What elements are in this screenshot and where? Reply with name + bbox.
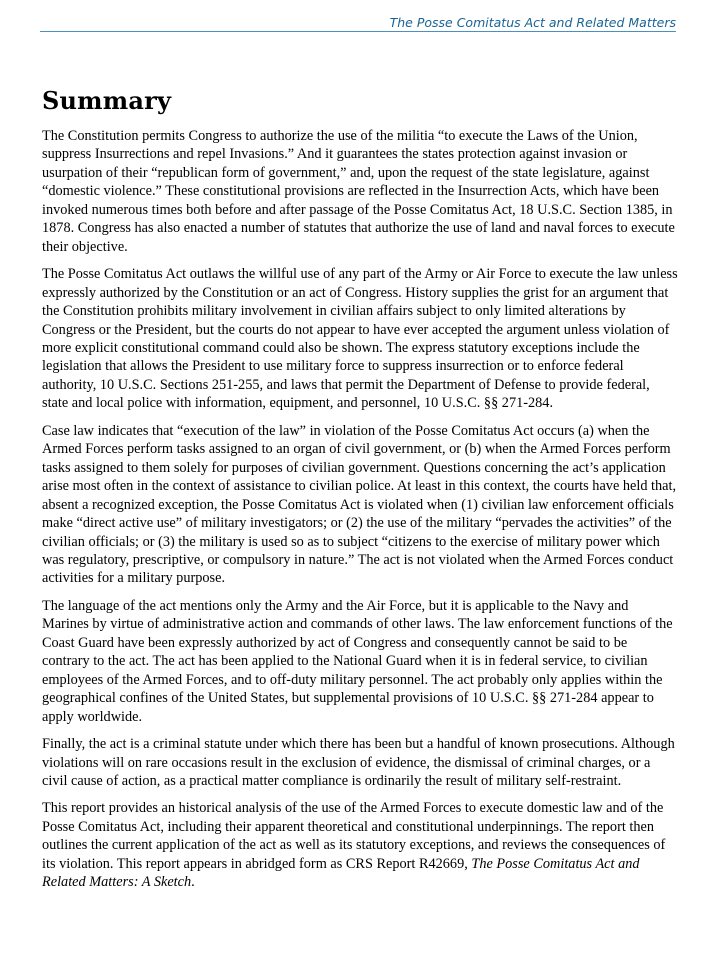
paragraph-4: The language of the act mentions only the Army and the Air Force, but it is applicable to the Navy and Marines by virtue of administrative action and commands of other laws. The law enforcement functions of the Coast Guard have been expressly authorized by act of Congress and consequently cannot be said to be contrary to the act. The act has been applied to the National Guard when it is in federal service, to civilian employees of the Armed Forces, and to off-duty military personnel. The act probably only applies within the geographical confines of the United States, but supplemental provisions of 10 U.S.C. §§ 271-284 appear to apply worldwide. [42,597,673,725]
running-header: The Posse Comitatus Act and Related Matters [389,15,676,30]
paragraph-2: The Posse Comitatus Act outlaws the willful use of any part of the Army or Air Force to execute the law unless expressly authorized by the Constitution or an act of Congress. History supplies the grist for an argument that the Constitution prohibits military involvement in civilian affairs subject to only limited alterations by Congress or the President, but the courts do not appear to have ever accepted the argument unless violation of more explicit constitutional command could also be shown. The express statutory exceptions include the legislation that allows the President to use military force to suppress insurrection or to enforce federal authority, 10 U.S.C. Sections 251-255, and laws that permit the Department of Defense to provide federal, state and local police with information, equipment, and personnel, 10 U.S.C. §§ 271-284. [42,266,678,412]
paragraph-3: Case law indicates that “execution of the law” in violation of the Posse Comitatus Act occurs (a) when the Armed Forces perform tasks assigned to an organ of civil government, or (b) when the Armed Forces perform tasks assigned to them solely for purposes of civilian government. Questions concerning the act’s application arise most often in the context of assistance to civilian police. At least in this context, the courts have held that, absent a recognized exception, the Posse Comitatus Act is violated when (1) civilian law enforcement officials make “direct active use” of military investigators; or (2) the use of the military “pervades the activities” of the civilian officials; or (3) the military is used so as to subject “citizens to the exercise of military power which was regulatory, prescriptive, or compulsory in nature.” The act is not violated when the Armed Forces conduct activities for a military purpose. [42,422,677,587]
header-divider [40,31,676,32]
paragraph-6 [42,799,678,891]
paragraph-6-end: . [191,874,195,891]
paragraph-6-text: This report provides an historical analysis of the use of the Armed Forces to execute domestic law and of the Posse Comitatus Act, including their apparent theoretical and constitutional underpinnings. The report then outlines the current application of the act as well as its statutory exceptions, and reviews the consequences of its violation. This report appears in abridged form as CRS Report R42669, [42,800,666,872]
cited-report-title: The Posse Comitatus Act and Related Matters: A Sketch [42,855,640,891]
paragraph-5: Finally, the act is a criminal statute under which there has been but a handful of known prosecutions. Although violations will on rare occasions result in the exclusion of evidence, the dismissal of criminal charges, or a civil cause of action, as a practical matter compliance is ordinarily the result of military self-restraint. [42,736,675,789]
summary-body [42,127,678,901]
section-title: Summary [42,86,172,115]
paragraph-1: The Constitution permits Congress to authorize the use of the militia “to execute the Laws of the Union, suppress Insurrections and repel Invasions.” And it guarantees the states protection against invasion or usurpation of their “republican form of government,” and, upon the request of the state legislature, against “domestic violence.” These constitutional provisions are reflected in the Insurrection Acts, which have been invoked numerous times both before and after passage of the Posse Comitatus Act, 18 U.S.C. Section 1385, in 1878. Congress has also enacted a number of statutes that authorize the use of land and naval forces to execute their objective. [42,128,675,255]
